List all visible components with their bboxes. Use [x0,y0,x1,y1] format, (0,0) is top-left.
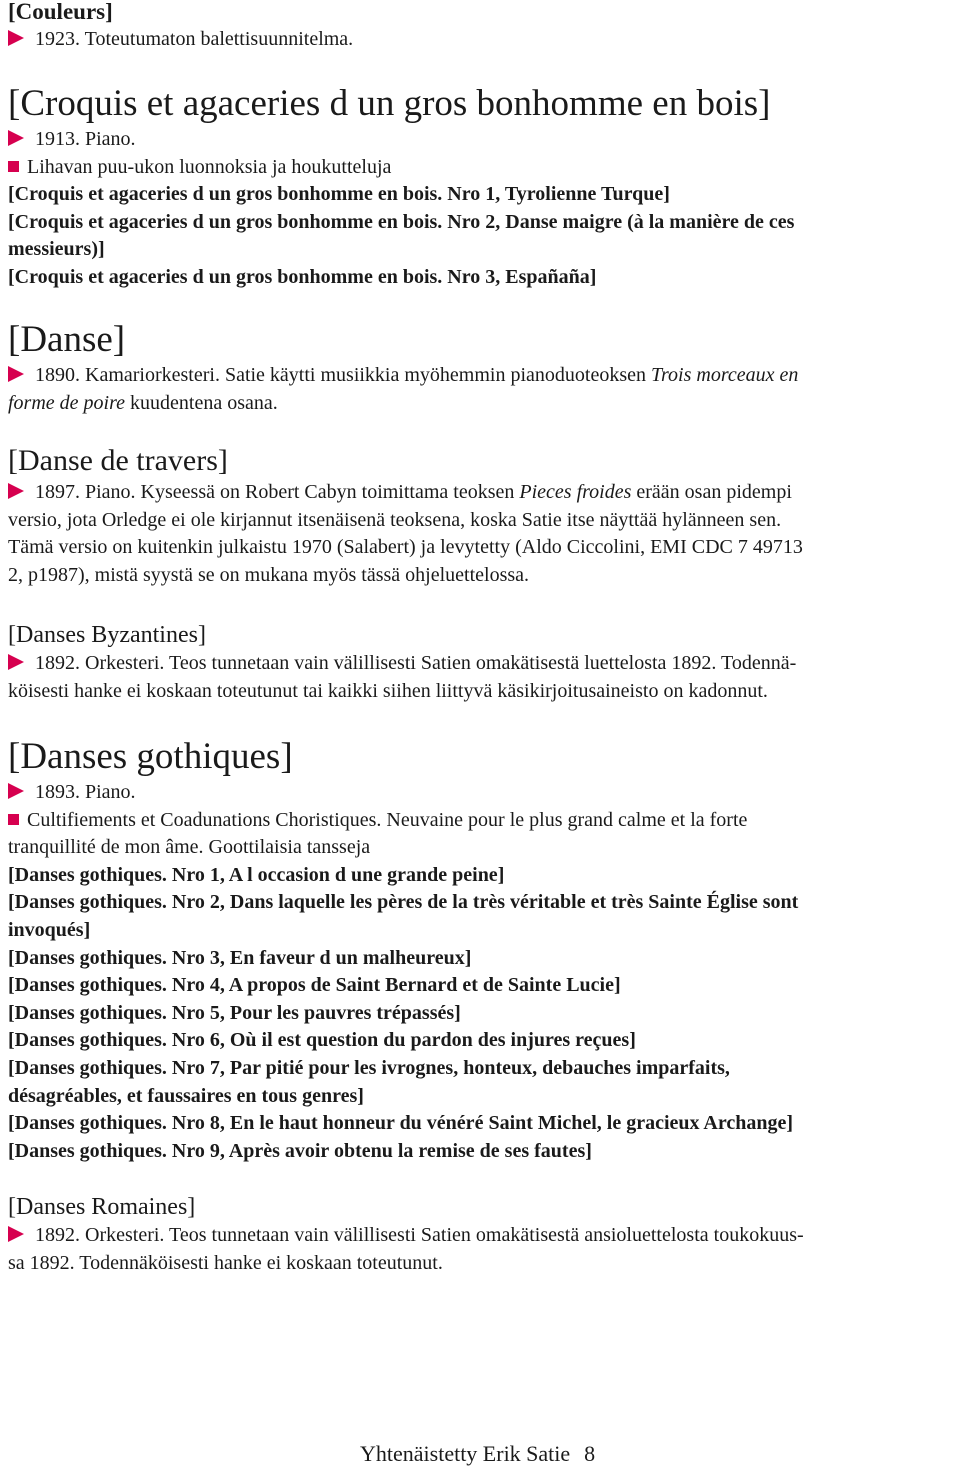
part-title: [Danses gothiques. Nro 9, Après avoir obtenu la remise de ses fautes] [8,1139,592,1162]
entry-info: 1913. Piano. [8,126,956,154]
footer-title: Yhtenäistetty Erik Satie [360,1441,571,1466]
part-title: désagréables, et faussaires en tous genres] [8,1084,364,1107]
entry-alt-title: Cultifiements et Coadunations Choristiques. Neuvaine pour le plus grand calme et la forte [8,807,956,835]
page-footer [360,1440,595,1468]
play-triangle-icon [8,366,24,382]
entry-title: [Couleurs] [8,0,113,24]
entry-title: [Danse] [8,319,126,360]
entry-info-cont: forme de poire kuudentena osana. [8,391,278,414]
entry-danse [8,318,956,417]
entry-couleurs [8,0,956,54]
entry-text: Tämä versio on kuitenkin julkaistu 1970 (Salabert) ja levytetty (Aldo Ciccolini, EMI CDC 7 49713 [8,536,803,559]
play-triangle-icon [8,654,24,670]
entry-title: [Croquis et agaceries d un gros bonhomme en bois] [8,83,771,124]
entry-alt-title: Lihavan puu-ukon luonnoksia ja houkutteluja [8,154,956,182]
entry-info: 1893. Piano. [8,779,956,807]
play-triangle-icon [8,130,24,146]
part-title: [Danses gothiques. Nro 1, A l occasion d une grande peine] [8,863,505,886]
part-title: [Danses gothiques. Nro 6, Où il est question du pardon des injures reçues] [8,1029,636,1052]
part-title: [Danses gothiques. Nro 4, A propos de Saint Bernard et de Sainte Lucie] [8,974,621,997]
entry-text: sa 1892. Todennäköisesti hanke ei koskaan toteutunut. [8,1251,443,1274]
entry-info: 1892. Orkesteri. Teos tunnetaan vain välillisesti Satien omakätisestä luettelosta 1892. Todennä- [8,650,956,678]
part-title: [Danses gothiques. Nro 5, Pour les pauvres trépassés] [8,1001,461,1024]
entry-title: [Danses Byzantines] [8,622,206,648]
part-title: [Danses gothiques. Nro 3, En faveur d un malheureux] [8,946,472,969]
play-triangle-icon [8,30,24,46]
entry-info: 1897. Piano. Kyseessä on Robert Cabyn toimittama teoksen Pieces froides erään osan pidempi [8,479,956,507]
entry-danse-de-travers [8,443,956,589]
part-title: [Croquis et agaceries d un gros bonhomme en bois. Nro 2, Danse maigre (à la manière de ces [8,210,795,233]
play-triangle-icon [8,483,24,499]
entry-title: [Danses Romaines] [8,1194,196,1220]
play-triangle-icon [8,783,24,799]
entry-croquis [8,82,956,292]
part-title: invoqués] [8,918,91,941]
entry-danses-romaines [8,1192,956,1277]
entry-title: [Danses gothiques] [8,736,293,777]
part-title: messieurs)] [8,238,105,261]
entry-info: 1923. Toteutumaton balettisuunnitelma. [8,26,956,54]
part-title: [Danses gothiques. Nro 8, En le haut honneur du vénéré Saint Michel, le gracieux Archange] [8,1112,794,1135]
entry-text: köisesti hanke ei koskaan toteutunut tai kaikki siihen liittyvä käsikirjoitusaineisto on kadonnut. [8,679,768,702]
entry-danses-byzantines [8,620,956,705]
entry-alt-title-cont: tranquillité de mon âme. Goottilaisia tansseja [8,836,371,859]
page-number: 8 [584,1441,596,1466]
part-title: [Danses gothiques. Nro 7, Par pitié pour les ivrognes, honteux, debauches imparfaits, [8,1056,730,1079]
part-title: [Croquis et agaceries d un gros bonhomme en bois. Nro 3, Españaña] [8,265,597,288]
square-bullet-icon [8,161,19,172]
play-triangle-icon [8,1226,24,1242]
entry-info: 1892. Orkesteri. Teos tunnetaan vain välillisesti Satien omakätisestä ansioluettelosta toukokuus- [8,1222,956,1250]
entry-text: 2, p1987), mistä syystä se on mukana myös tässä ohjeluettelossa. [8,563,530,586]
entry-text: versio, jota Orledge ei ole kirjannut itsenäisenä teoksena, koska Satie itse näyttää hylänneen sen. [8,508,782,531]
part-title: [Croquis et agaceries d un gros bonhomme en bois. Nro 1, Tyrolienne Turque] [8,183,670,206]
entry-info: 1890. Kamariorkesteri. Satie käytti musiikkia myöhemmin pianoduoteoksen Trois morceaux en [8,362,956,390]
square-bullet-icon [8,814,19,825]
entry-danses-gothiques [8,735,956,1165]
part-title: [Danses gothiques. Nro 2, Dans laquelle les pères de la très véritable et très Sainte Église sont [8,891,799,914]
entry-title: [Danse de travers] [8,444,228,477]
